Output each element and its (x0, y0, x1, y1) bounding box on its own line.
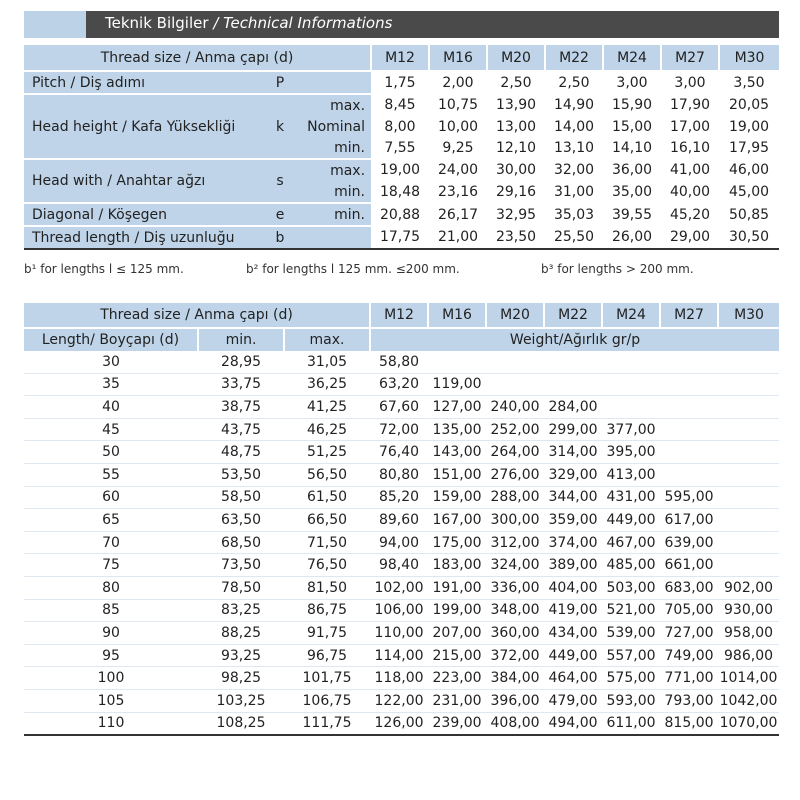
max-cell: 76,50 (284, 554, 370, 577)
weight-cell: 986,00 (718, 644, 779, 667)
weight-cell: 413,00 (602, 463, 660, 486)
length-cell: 50 (24, 441, 198, 464)
weight-cell: 419,00 (544, 599, 602, 622)
head-height-value: 8,45 (384, 97, 416, 113)
table1-row-head-width-max (24, 159, 779, 181)
head-height-value: 13,90 (495, 97, 537, 113)
weight-cell: 284,00 (544, 396, 602, 419)
head-height-value: 15,90 (611, 97, 653, 113)
thread-length-value: 17,75 (371, 226, 429, 249)
weight-cell: 183,00 (428, 554, 486, 577)
weight-cell: 151,00 (428, 463, 486, 486)
weight-cell: 223,00 (428, 667, 486, 690)
table1-row-head-height-max (24, 94, 779, 116)
table-row (24, 418, 779, 441)
weight-table (24, 303, 779, 736)
diagonal-value: 39,55 (611, 206, 653, 223)
min-cell: 103,25 (198, 689, 284, 712)
length-cell: 40 (24, 396, 198, 419)
note-b1: b¹ for lengths l ≤ 125 mm. (24, 262, 184, 276)
weight-column-header: Weight/Ağırlık gr/p (370, 328, 779, 351)
max-cell: 66,50 (284, 509, 370, 532)
weight-cell: 521,00 (602, 599, 660, 622)
weight-cell (718, 396, 779, 419)
min-cell: 88,25 (198, 622, 284, 645)
head-width-symbol: s (269, 159, 291, 203)
length-cell: 90 (24, 622, 198, 645)
table1-size-header: M30 (719, 45, 779, 71)
weight-cell: 85,20 (370, 486, 428, 509)
min-cell: 83,25 (198, 599, 284, 622)
head-width-value: 41,00 (669, 162, 711, 178)
weight-cell: 815,00 (660, 712, 718, 735)
weight-cell: 793,00 (660, 689, 718, 712)
max-cell: 86,75 (284, 599, 370, 622)
max-column-header: max. (284, 328, 370, 351)
min-cell: 38,75 (198, 396, 284, 419)
diagonal-value: 32,95 (495, 206, 537, 223)
weight-cell: 593,00 (602, 689, 660, 712)
length-cell: 85 (24, 599, 198, 622)
head-height-value: 13,00 (495, 118, 537, 135)
table-row (24, 531, 779, 554)
table-row (24, 644, 779, 667)
weight-cell (718, 463, 779, 486)
weight-cell: 252,00 (486, 418, 544, 441)
weight-cell: 324,00 (486, 554, 544, 577)
weight-cell: 122,00 (370, 689, 428, 712)
weight-cell: 312,00 (486, 531, 544, 554)
min-cell: 73,50 (198, 554, 284, 577)
table2-size-header: M16 (428, 303, 486, 328)
head-width-qual: min. (291, 181, 371, 203)
max-cell: 56,50 (284, 463, 370, 486)
weight-cell: 705,00 (660, 599, 718, 622)
weight-cell: 239,00 (428, 712, 486, 735)
weight-cell: 1014,00 (718, 667, 779, 690)
min-cell: 33,75 (198, 373, 284, 396)
weight-cell: 479,00 (544, 689, 602, 712)
weight-cell: 314,00 (544, 441, 602, 464)
weight-cell: 89,60 (370, 509, 428, 532)
weight-cell (718, 531, 779, 554)
pitch-value: 2,50 (558, 75, 590, 91)
banner-title (105, 14, 392, 32)
weight-cell: 106,00 (370, 599, 428, 622)
weight-cell: 94,00 (370, 531, 428, 554)
weight-cell: 359,00 (544, 509, 602, 532)
length-cell: 105 (24, 689, 198, 712)
head-height-value: 10,00 (437, 118, 479, 135)
weight-cell: 374,00 (544, 531, 602, 554)
weight-cell: 118,00 (370, 667, 428, 690)
head-width-label: Head with / Anahtar ağzı (24, 159, 269, 203)
head-width-value: 46,00 (728, 162, 770, 178)
weight-cell: 167,00 (428, 509, 486, 532)
pitch-qual (291, 71, 371, 94)
diagonal-value: 45,20 (669, 206, 711, 223)
weight-cell: 611,00 (602, 712, 660, 735)
weight-cell (486, 373, 544, 396)
length-cell: 35 (24, 373, 198, 396)
table1-row-thread-length (24, 226, 779, 249)
pitch-label: Pitch / Diş adımı (24, 71, 269, 94)
table2-size-header: M12 (370, 303, 428, 328)
max-cell: 36,25 (284, 373, 370, 396)
head-width-value: 40,00 (669, 184, 711, 200)
weight-cell: 215,00 (428, 644, 486, 667)
weight-cell: 449,00 (544, 644, 602, 667)
head-height-value: 15,00 (611, 118, 653, 135)
max-cell: 96,75 (284, 644, 370, 667)
note-b3: b³ for lengths > 200 mm. (541, 262, 694, 276)
pitch-symbol: P (269, 71, 291, 94)
length-cell: 80 (24, 576, 198, 599)
thread-length-symbol: b (269, 226, 291, 249)
weight-cell: 276,00 (486, 463, 544, 486)
weight-cell: 539,00 (602, 622, 660, 645)
weight-cell: 76,40 (370, 441, 428, 464)
weight-cell: 431,00 (602, 486, 660, 509)
min-cell: 68,50 (198, 531, 284, 554)
weight-cell: 207,00 (428, 622, 486, 645)
head-height-value: 16,10 (669, 140, 711, 156)
head-height-value: 9,25 (442, 140, 474, 156)
max-cell: 51,25 (284, 441, 370, 464)
banner-title-main: Teknik Bilgiler (105, 14, 209, 32)
head-height-value: 14,90 (553, 97, 595, 113)
length-cell: 110 (24, 712, 198, 735)
weight-cell: 1042,00 (718, 689, 779, 712)
table2-header-label: Thread size / Anma çapı (d) (100, 307, 293, 323)
weight-cell: 344,00 (544, 486, 602, 509)
diagonal-value: 50,85 (728, 206, 770, 223)
weight-cell: 902,00 (718, 576, 779, 599)
weight-cell: 72,00 (370, 418, 428, 441)
head-width-value: 24,00 (437, 162, 479, 178)
weight-cell (718, 509, 779, 532)
table-row (24, 689, 779, 712)
min-cell: 63,50 (198, 509, 284, 532)
table1-size-header: M12 (371, 45, 429, 71)
head-width-value: 45,00 (728, 184, 770, 200)
weight-cell: 299,00 (544, 418, 602, 441)
min-cell: 43,75 (198, 418, 284, 441)
head-height-value: 8,00 (384, 118, 416, 135)
weight-cell: 1070,00 (718, 712, 779, 735)
table2-size-header: M30 (718, 303, 779, 328)
weight-cell (602, 396, 660, 419)
weight-cell (718, 486, 779, 509)
weight-cell: 404,00 (544, 576, 602, 599)
diagonal-value: 35,03 (553, 206, 595, 223)
head-width-value: 29,16 (495, 184, 537, 200)
weight-cell: 231,00 (428, 689, 486, 712)
head-width-value: 31,00 (553, 184, 595, 200)
weight-cell: 384,00 (486, 667, 544, 690)
weight-cell (660, 463, 718, 486)
weight-cell: 135,00 (428, 418, 486, 441)
head-height-value: 14,10 (611, 140, 653, 156)
weight-table-body (24, 351, 779, 735)
weight-cell: 958,00 (718, 622, 779, 645)
head-width-value: 23,16 (437, 184, 479, 200)
head-width-value: 19,00 (379, 162, 421, 178)
weight-cell: 199,00 (428, 599, 486, 622)
head-width-value: 36,00 (611, 162, 653, 178)
min-cell: 93,25 (198, 644, 284, 667)
length-cell: 70 (24, 531, 198, 554)
weight-cell (660, 418, 718, 441)
weight-cell: 110,00 (370, 622, 428, 645)
weight-cell (544, 351, 602, 373)
max-cell: 106,75 (284, 689, 370, 712)
table-row (24, 351, 779, 373)
table1-size-header: M20 (487, 45, 545, 71)
thread-length-value: 26,00 (603, 226, 661, 249)
weight-cell: 67,60 (370, 396, 428, 419)
length-cell: 95 (24, 644, 198, 667)
weight-cell: 98,40 (370, 554, 428, 577)
head-height-value: 12,10 (495, 140, 537, 156)
pitch-value: 1,75 (384, 75, 416, 91)
weight-cell: 191,00 (428, 576, 486, 599)
pitch-value: 2,50 (500, 75, 532, 91)
thread-length-value: 25,50 (545, 226, 603, 249)
head-width-value: 32,00 (553, 162, 595, 178)
weight-cell: 661,00 (660, 554, 718, 577)
weight-cell: 683,00 (660, 576, 718, 599)
weight-cell: 175,00 (428, 531, 486, 554)
min-cell: 78,50 (198, 576, 284, 599)
weight-cell (602, 351, 660, 373)
weight-cell: 126,00 (370, 712, 428, 735)
weight-cell: 449,00 (602, 509, 660, 532)
length-cell: 45 (24, 418, 198, 441)
head-height-label: Head height / Kafa Yüksekliği (24, 94, 269, 159)
weight-cell: 80,80 (370, 463, 428, 486)
weight-cell: 464,00 (544, 667, 602, 690)
note-b2: b² for lengths l 125 mm. ≤200 mm. (246, 262, 460, 276)
weight-cell (428, 351, 486, 373)
table-row (24, 712, 779, 735)
length-cell: 100 (24, 667, 198, 690)
table2-size-header: M20 (486, 303, 544, 328)
weight-cell: 377,00 (602, 418, 660, 441)
head-width-qual: max. (291, 159, 371, 181)
weight-cell: 143,00 (428, 441, 486, 464)
weight-cell: 595,00 (660, 486, 718, 509)
head-height-value: 7,55 (384, 140, 416, 156)
weight-cell: 300,00 (486, 509, 544, 532)
head-height-value: 14,00 (553, 118, 595, 135)
table-row (24, 373, 779, 396)
length-cell: 65 (24, 509, 198, 532)
max-cell: 61,50 (284, 486, 370, 509)
table-row (24, 576, 779, 599)
weight-cell: 434,00 (544, 622, 602, 645)
max-cell: 101,75 (284, 667, 370, 690)
head-height-value: 10,75 (437, 97, 479, 113)
length-cell: 60 (24, 486, 198, 509)
head-height-qual: Nominal (291, 116, 371, 137)
technical-specs-table (24, 45, 779, 250)
head-height-qual: min. (291, 137, 371, 159)
table-row (24, 622, 779, 645)
thread-length-value: 29,00 (661, 226, 719, 249)
table-row (24, 463, 779, 486)
weight-cell (602, 373, 660, 396)
table-row (24, 509, 779, 532)
table2-header-row (24, 303, 779, 328)
table1-size-header: M24 (603, 45, 661, 71)
weight-cell: 395,00 (602, 441, 660, 464)
table2-subheader-row (24, 328, 779, 351)
min-cell: 98,25 (198, 667, 284, 690)
table1-row-diagonal (24, 203, 779, 226)
min-cell: 28,95 (198, 351, 284, 373)
head-height-value: 17,95 (728, 140, 770, 156)
head-height-value: 20,05 (728, 97, 770, 113)
diagonal-label: Diagonal / Köşegen (24, 203, 269, 226)
weight-cell (544, 373, 602, 396)
weight-cell: 329,00 (544, 463, 602, 486)
table-row (24, 554, 779, 577)
head-width-value: 30,00 (495, 162, 537, 178)
thread-length-value: 30,50 (719, 226, 779, 249)
table1-size-header: M22 (545, 45, 603, 71)
weight-cell: 485,00 (602, 554, 660, 577)
table2-size-header: M27 (660, 303, 718, 328)
thread-length-value: 23,50 (487, 226, 545, 249)
head-height-value: 13,10 (553, 140, 595, 156)
max-cell: 81,50 (284, 576, 370, 599)
weight-cell: 575,00 (602, 667, 660, 690)
table-row (24, 396, 779, 419)
table1-size-header: M16 (429, 45, 487, 71)
max-cell: 71,50 (284, 531, 370, 554)
thread-length-value: 21,00 (429, 226, 487, 249)
head-height-value: 17,90 (669, 97, 711, 113)
weight-cell: 930,00 (718, 599, 779, 622)
weight-cell: 396,00 (486, 689, 544, 712)
weight-cell: 348,00 (486, 599, 544, 622)
pitch-value: 3,00 (616, 75, 648, 91)
weight-cell (660, 441, 718, 464)
weight-cell: 360,00 (486, 622, 544, 645)
weight-cell: 467,00 (602, 531, 660, 554)
table2-size-header: M24 (602, 303, 660, 328)
weight-cell: 264,00 (486, 441, 544, 464)
length-column-header: Length/ Boyçapı (d) (41, 332, 180, 348)
length-cell: 55 (24, 463, 198, 486)
weight-cell: 114,00 (370, 644, 428, 667)
weight-cell (486, 351, 544, 373)
table1-header-row (24, 45, 779, 71)
weight-cell (660, 373, 718, 396)
max-cell: 31,05 (284, 351, 370, 373)
banner-accent (24, 11, 86, 38)
weight-cell (660, 351, 718, 373)
weight-cell: 727,00 (660, 622, 718, 645)
length-cell: 75 (24, 554, 198, 577)
table-row (24, 667, 779, 690)
max-cell: 41,25 (284, 396, 370, 419)
weight-cell: 617,00 (660, 509, 718, 532)
weight-cell: 503,00 (602, 576, 660, 599)
weight-cell: 240,00 (486, 396, 544, 419)
weight-cell: 119,00 (428, 373, 486, 396)
pitch-value: 2,00 (442, 75, 474, 91)
diagonal-qual: min. (291, 203, 371, 226)
weight-cell: 372,00 (486, 644, 544, 667)
weight-cell (718, 441, 779, 464)
head-width-value: 35,00 (611, 184, 653, 200)
weight-cell: 749,00 (660, 644, 718, 667)
weight-cell: 63,20 (370, 373, 428, 396)
banner-title-sub: / Technical Informations (213, 14, 393, 32)
weight-cell: 408,00 (486, 712, 544, 735)
weight-cell: 102,00 (370, 576, 428, 599)
weight-cell: 288,00 (486, 486, 544, 509)
table2-size-header: M22 (544, 303, 602, 328)
head-width-value: 18,48 (379, 184, 421, 200)
weight-cell (718, 373, 779, 396)
min-column-header: min. (198, 328, 284, 351)
weight-cell: 639,00 (660, 531, 718, 554)
max-cell: 46,25 (284, 418, 370, 441)
max-cell: 91,75 (284, 622, 370, 645)
pitch-value: 3,50 (733, 75, 765, 91)
head-height-value: 19,00 (728, 118, 770, 135)
diagonal-value: 20,88 (379, 206, 421, 223)
table1-row-pitch (24, 71, 779, 94)
weight-cell: 771,00 (660, 667, 718, 690)
table-row (24, 486, 779, 509)
weight-cell: 494,00 (544, 712, 602, 735)
weight-cell (718, 554, 779, 577)
table1-header-label: Thread size / Anma çapı (d) (100, 49, 294, 66)
diagonal-symbol: e (269, 203, 291, 226)
weight-cell: 389,00 (544, 554, 602, 577)
thread-length-label: Thread length / Diş uzunluğu (24, 226, 269, 249)
weight-cell (718, 418, 779, 441)
weight-cell: 159,00 (428, 486, 486, 509)
head-height-value: 17,00 (669, 118, 711, 135)
min-cell: 48,75 (198, 441, 284, 464)
min-cell: 108,25 (198, 712, 284, 735)
pitch-value: 3,00 (674, 75, 706, 91)
min-cell: 53,50 (198, 463, 284, 486)
head-height-symbol: k (269, 94, 291, 159)
weight-cell (718, 351, 779, 373)
table-row (24, 441, 779, 464)
weight-cell (660, 396, 718, 419)
diagonal-value: 26,17 (437, 206, 479, 223)
weight-cell: 58,80 (370, 351, 428, 373)
table-row (24, 599, 779, 622)
length-cell: 30 (24, 351, 198, 373)
table1-size-header: M27 (661, 45, 719, 71)
min-cell: 58,50 (198, 486, 284, 509)
weight-cell: 336,00 (486, 576, 544, 599)
weight-cell: 557,00 (602, 644, 660, 667)
head-height-qual: max. (291, 94, 371, 116)
max-cell: 111,75 (284, 712, 370, 735)
thread-length-qual (291, 226, 371, 249)
weight-cell: 127,00 (428, 396, 486, 419)
